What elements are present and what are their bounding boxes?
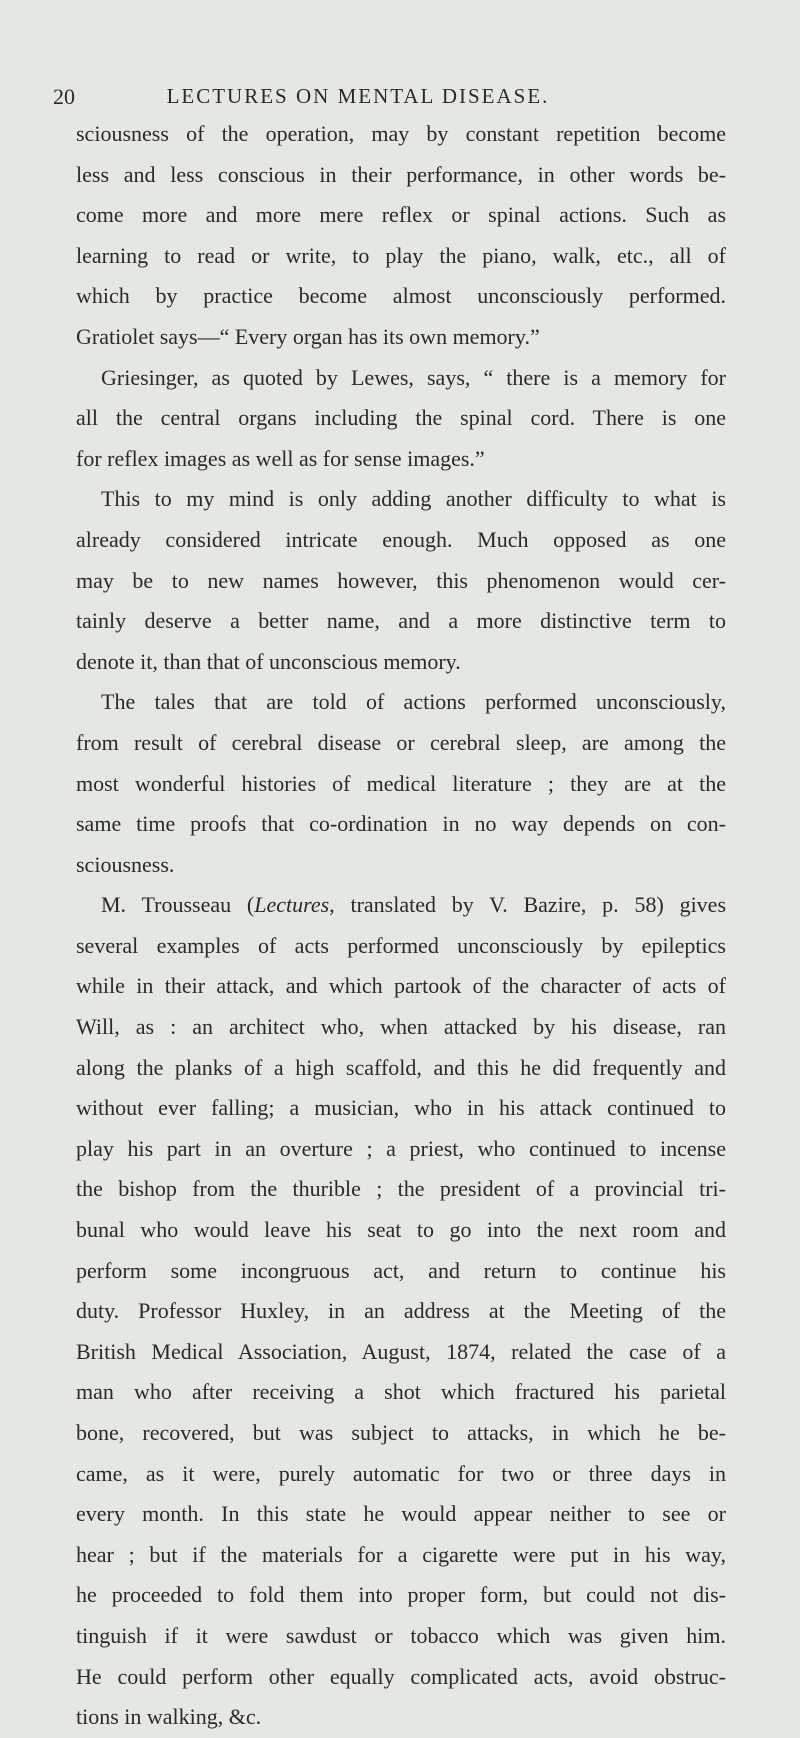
text-line: he proceeded to fold them into proper form, but could not dis-	[76, 1582, 726, 1608]
text-line: every month. In this state he would appear neither to see or	[76, 1501, 726, 1527]
text-line: several examples of acts performed unconsciously by epileptics	[76, 932, 726, 958]
text-line: may be to new names however, this phenomenon would cer-	[76, 567, 726, 593]
text-line: M. Trousseau (Lectures, translated by V. Bazire, p. 58) gives	[101, 892, 727, 918]
text-line: while in their attack, and which partook of the character of acts of	[76, 973, 726, 999]
text-line: Will, as : an architect who, when attacked by his disease, ran	[76, 1014, 726, 1040]
text-line: perform some incongruous act, and return to continue his	[76, 1257, 726, 1283]
text-line: hear ; but if the materials for a cigarette were put in his way,	[76, 1541, 726, 1567]
text-line: which by practice become almost unconsciously performed.	[76, 283, 726, 309]
text-line: the bishop from the thurible ; the president of a provincial tri-	[76, 1176, 726, 1202]
text-line: from result of cerebral disease or cerebral sleep, are among the	[76, 729, 726, 755]
text-line: learning to read or write, to play the piano, walk, etc., all of	[76, 242, 726, 268]
body-text	[76, 114, 726, 1738]
text-line: tinguish if it were sawdust or tobacco which was given him.	[76, 1622, 726, 1648]
text-line: Griesinger, as quoted by Lewes, says, “ there is a memory for	[101, 364, 726, 390]
text-line: Gratiolet says—“ Every organ has its own memory.”	[76, 323, 540, 349]
text-line: sciousness of the operation, may by constant repetition become	[76, 121, 726, 146]
text-line: come more and more mere reflex or spinal actions. Such as	[76, 202, 726, 228]
text-line: all the central organs including the spinal cord. There is one	[76, 405, 726, 431]
text-line: came, as it were, purely automatic for two or three days in	[76, 1460, 726, 1486]
text-line: bunal who would leave his seat to go into the next room and	[76, 1217, 726, 1243]
text-line: less and less conscious in their performance, in other words be-	[76, 161, 726, 187]
text-line: for reflex images as well as for sense images.”	[76, 445, 485, 471]
text-line: most wonderful histories of medical literature ; they are at the	[76, 770, 726, 796]
text-line: tions in walking, &c.	[76, 1704, 262, 1730]
text-line: man who after receiving a shot which fractured his parietal	[76, 1379, 726, 1405]
running-title: LECTURES ON MENTAL DISEASE.	[166, 84, 550, 108]
text-line: already considered intricate enough. Much opposed as one	[76, 526, 726, 552]
text-line: tainly deserve a better name, and a more distinctive term to	[76, 608, 726, 634]
text-line: bone, recovered, but was subject to attacks, in which he be-	[76, 1420, 726, 1445]
text-line: British Medical Association, August, 1874, related the case of a	[76, 1338, 726, 1364]
text-line: play his part in an overture ; a priest, who continued to incense	[76, 1135, 726, 1161]
text-line: He could perform other equally complicated acts, avoid obstruc-	[76, 1663, 726, 1689]
text-line: This to my mind is only adding another difficulty to what is	[101, 486, 726, 512]
page-number: 20	[53, 84, 75, 109]
text-line: duty. Professor Huxley, in an address at the Meeting of the	[76, 1298, 726, 1324]
text-line: along the planks of a high scaffold, and this he did frequently and	[76, 1054, 726, 1080]
text-line: without ever falling; a musician, who in his attack continued to	[76, 1095, 726, 1121]
text-line: denote it, than that of unconscious memory.	[76, 648, 461, 674]
text-line: sciousness.	[76, 851, 175, 877]
text-line: The tales that are told of actions performed unconsciously,	[101, 689, 726, 715]
text-line: same time proofs that co-ordination in no way depends on con-	[76, 811, 726, 837]
